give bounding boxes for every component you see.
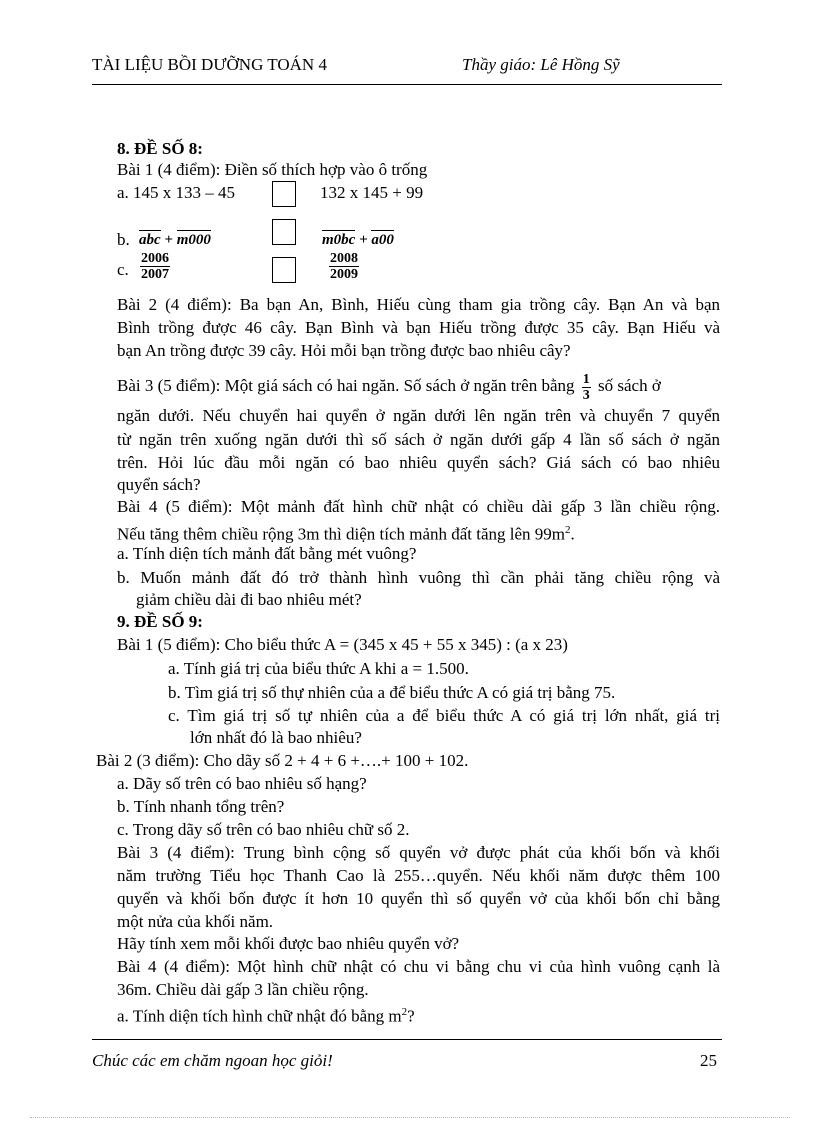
overline-a00: a00 — [371, 232, 394, 248]
answer-box-c[interactable] — [272, 257, 296, 283]
section-title-de8: 8. ĐỀ SỐ 8: — [117, 139, 203, 158]
section-title-de9: 9. ĐỀ SỐ 9: — [117, 612, 203, 631]
de9-bai3-line: Hãy tính xem mỗi khối được bao nhiêu quyển vở? — [117, 934, 460, 953]
de8-bai1-a-left: a. 145 x 133 – 45 — [117, 183, 236, 202]
de9-bai1-c2: lớn nhất đó là bao nhiêu? — [190, 728, 362, 747]
de8-bai3-line: quyển sách? — [117, 475, 201, 494]
de8-bai4-a: a. Tính diện tích mảnh đất bằng mét vuông? — [117, 544, 417, 563]
de8-bai3-line: ngăn dưới. Nếu chuyển hai quyển ở ngăn dưới lên ngăn trên và chuyển 7 quyển — [117, 406, 720, 425]
de8-bai4-b1: b. Muốn mảnh đất đó trở thành hình vuông thì cần phải tăng chiều rộng và — [117, 568, 720, 587]
de8-bai3-line: trên. Hỏi lúc đầu mỗi ngăn có bao nhiêu quyển sách? Giá sách có bao nhiêu — [117, 453, 720, 472]
de8-bai1-b-right — [322, 230, 394, 250]
de9-bai2-title: Bài 2 (3 điểm): Cho dãy số 2 + 4 + 6 +….+ 100 + 102. — [96, 751, 469, 770]
page-number: 25 — [700, 1051, 717, 1070]
de9-bai1-c1: c. Tìm giá trị số tự nhiên của a để biểu thức A có giá trị lớn nhất, giá trị — [168, 706, 720, 725]
de8-bai1-a-right: 132 x 145 + 99 — [320, 183, 424, 202]
de8-bai4-b2: giảm chiều dài đi bao nhiêu mét? — [136, 590, 362, 609]
de9-bai4-line2: 36m. Chiều dài gấp 3 lần chiều rộng. — [117, 980, 369, 999]
header-title: TÀI LIỆU BỒI DƯỠNG TOÁN 4 — [92, 55, 327, 74]
answer-box-b[interactable] — [272, 219, 296, 245]
de8-bai1-b-label: b. — [117, 230, 130, 249]
header-divider — [92, 84, 722, 85]
overline-m000: m000 — [176, 232, 211, 248]
overline-m0bc: m0bc — [322, 232, 356, 248]
de9-bai4-a: a. Tính diện tích hình chữ nhật đó bằng $m^2$? — [117, 1006, 415, 1026]
de9-bai4-line1: Bài 4 (4 điểm): Một hình chữ nhật có chu vi bằng chu vi của hình vuông cạnh là — [117, 957, 720, 976]
fraction-one-third: $\frac{1}{3}$ — [582, 372, 590, 403]
de8-bai1-b-left — [139, 230, 211, 250]
de8-bai4-line2: Nếu tăng thêm chiều rộng 3m thì diện tích mảnh đất tăng lên $99m^2$. — [117, 524, 575, 544]
de8-bai2-line: Bài 2 (4 điểm): Ba bạn An, Bình, Hiếu cùng tham gia trồng cây. Bạn An và bạn — [117, 295, 720, 314]
fraction-2006-2007: $\frac{2006}{2007}$ — [141, 251, 169, 282]
de9-bai1-a: a. Tính giá trị của biểu thức A khi a = 1.500. — [168, 659, 469, 678]
de9-bai2-c: c. Trong dãy số trên có bao nhiêu chữ số 2. — [117, 820, 410, 839]
header-author: Thầy giáo: Lê Hồng Sỹ — [462, 55, 620, 74]
de8-bai1-c-label: c. — [117, 260, 129, 279]
footer-message: Chúc các em chăm ngoan học giỏi! — [92, 1051, 333, 1070]
de8-bai3-line1: Bài 3 (5 điểm): Một giá sách có hai ngăn. Số sách ở ngăn trên bằng $\frac{1}{3}$ số sách ở — [117, 372, 661, 403]
de9-bai3-line: Bài 3 (4 điểm): Trung bình cộng số quyển vở được phát của khối bốn và khối — [117, 843, 720, 862]
de8-bai3-line: từ ngăn trên xuống ngăn dưới thì số sách ở ngăn dưới gấp 4 lần số sách ở ngăn — [117, 430, 720, 449]
de8-bai2-line: Bình trồng được 46 cây. Bạn Bình và bạn Hiếu trồng được 35 cây. Bạn Hiếu và — [117, 318, 720, 337]
plus-sign: + — [160, 232, 177, 248]
de8-bai2-line: bạn An trồng được 39 cây. Hỏi mỗi bạn trồng được bao nhiêu cây? — [117, 341, 571, 360]
de8-bai4-line1: Bài 4 (5 điểm): Một mảnh đất hình chữ nhật có chiều dài gấp 3 lần chiều rộng. — [117, 497, 720, 516]
plus-sign: + — [355, 232, 372, 248]
overline-abc: abc — [139, 232, 161, 248]
de9-bai3-line: quyển và khối bốn được ít hơn 10 quyển thì số quyển vở của khối bốn chỉ bằng — [117, 889, 720, 908]
de9-bai2-a: a. Dãy số trên có bao nhiêu số hạng? — [117, 774, 367, 793]
answer-box-a[interactable] — [272, 181, 296, 207]
de8-bai1-title: Bài 1 (4 điểm): Điền số thích hợp vào ô trống — [117, 160, 428, 179]
de9-bai1-b: b. Tìm giá trị số thự nhiên của a để biểu thức A có giá trị bằng 75. — [168, 683, 616, 702]
page-bottom-edge — [30, 1117, 790, 1118]
de9-bai3-line: năm trường Tiểu học Thanh Cao là 255…quyển. Nếu khối năm được thêm 100 — [117, 866, 720, 885]
footer-divider — [92, 1039, 722, 1040]
de9-bai3-line: một nửa của khối năm. — [117, 912, 274, 931]
fraction-2008-2009: $\frac{2008}{2009}$ — [330, 251, 358, 282]
de9-bai1-title: Bài 1 (5 điểm): Cho biểu thức A = (345 x 45 + 55 x 345) : (a x 23) — [117, 635, 568, 654]
de9-bai2-b: b. Tính nhanh tổng trên? — [117, 797, 285, 816]
